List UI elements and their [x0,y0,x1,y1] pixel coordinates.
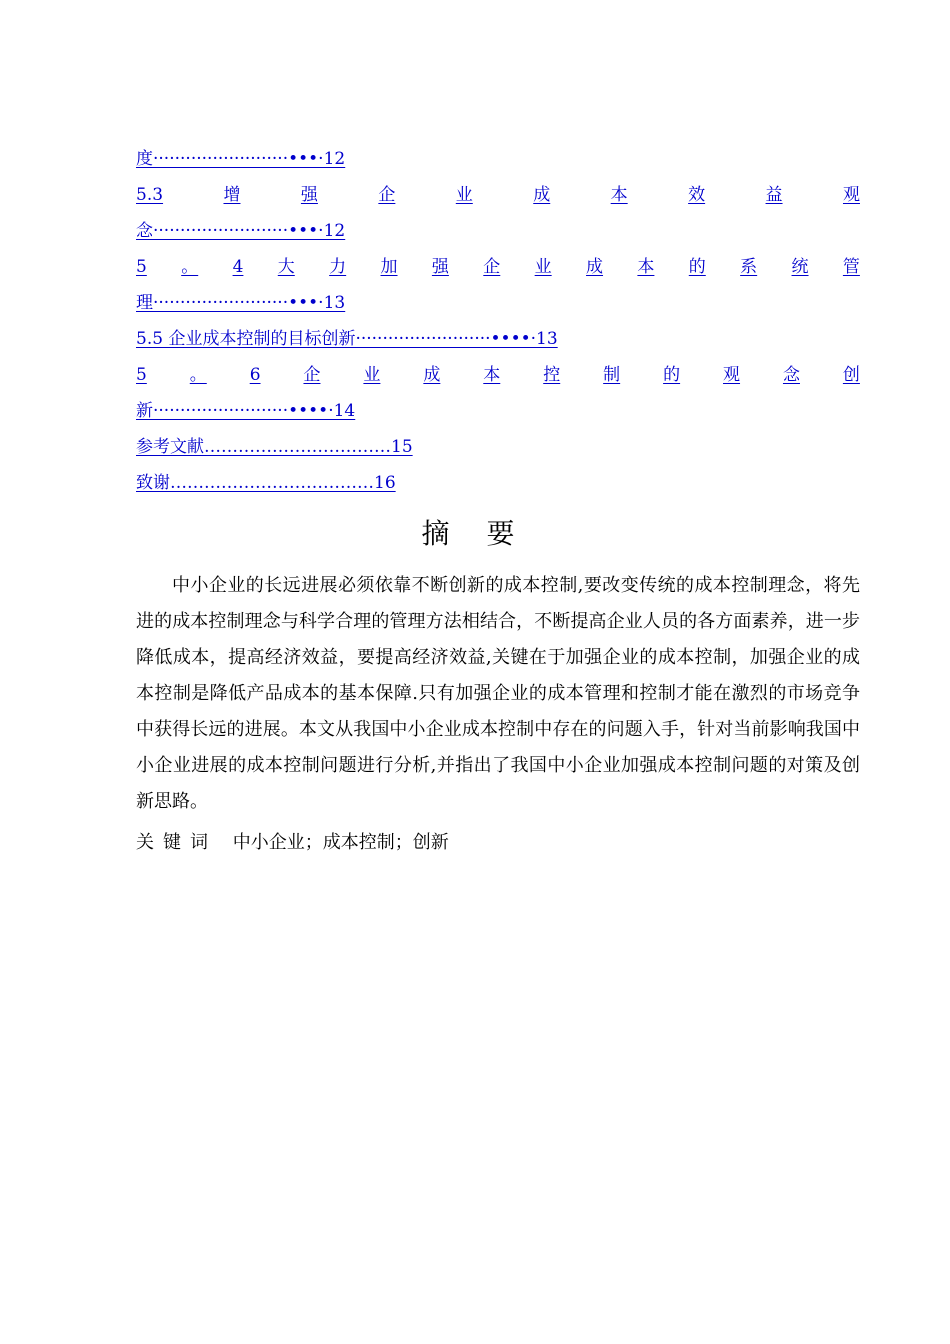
toc-link-references[interactable]: 参考文献……………………………15 [136,437,413,457]
toc-row-5-4[interactable] [136,254,860,290]
keywords-line [136,828,449,854]
toc-link-acknowledgements[interactable]: 致谢………………………………16 [136,473,396,493]
table-of-contents [136,146,860,506]
abstract-paragraph: 中小企业的长远进展必须依靠不断创新的成本控制,要改变传统的成本控制理念，将先进的成本控制理念与科学合理的管理方法相结合，不断提高企业人员的各方面素养，进一步降低成本，提高经济效益，要提高经济效益,关键在于加强企业的成本控制，加强企业的成本控制是降低产品成本的基本保障.只有加强企业的成本管理和控制才能在激烈的市场竞争中获得长远的进展。本文从我国中小企业成本控制中存在的问题入手，针对当前影响我国中小企业进展的成本控制问题进行分析,并指出了我国中小企业加强成本控制问题的对策及创新思路。 [136,575,860,812]
toc-row-continuation-4[interactable] [136,398,860,434]
toc-row-continuation-1[interactable] [136,146,860,182]
toc-row-5-6[interactable] [136,362,860,398]
abstract-body [136,568,860,820]
toc-link[interactable]: 念·························•••·12 [136,221,346,241]
toc-link[interactable]: 理·························•••·13 [136,293,346,313]
abstract-title: 摘 要 [421,517,529,550]
toc-row-continuation-2[interactable] [136,218,860,254]
toc-link-5-3[interactable]: 5.3 增 强 企 业 成 本 效 益 观 [136,185,860,205]
keywords-label: 关键词 [136,832,217,853]
toc-link[interactable]: 新·························••••·14 [136,401,356,421]
toc-link-5-4[interactable]: 5 。 4 大 力 加 强 企 业 成 本 的 系 统 管 [136,257,860,277]
toc-row-5-5[interactable] [136,326,860,362]
toc-row-5-3[interactable] [136,182,860,218]
toc-row-acknowledgements[interactable] [136,470,860,506]
toc-link[interactable]: 度·························•••·12 [136,149,346,169]
toc-link-5-6[interactable]: 5 。 6 企 业 成 本 控 制 的 观 念 创 [136,365,860,385]
keywords-value: 中小企业；成本控制；创新 [232,832,449,853]
toc-row-references[interactable] [136,434,860,470]
toc-link-5-5[interactable]: 5.5 企业成本控制的目标创新·························••••·13 [136,329,558,349]
toc-row-continuation-3[interactable] [136,290,860,326]
